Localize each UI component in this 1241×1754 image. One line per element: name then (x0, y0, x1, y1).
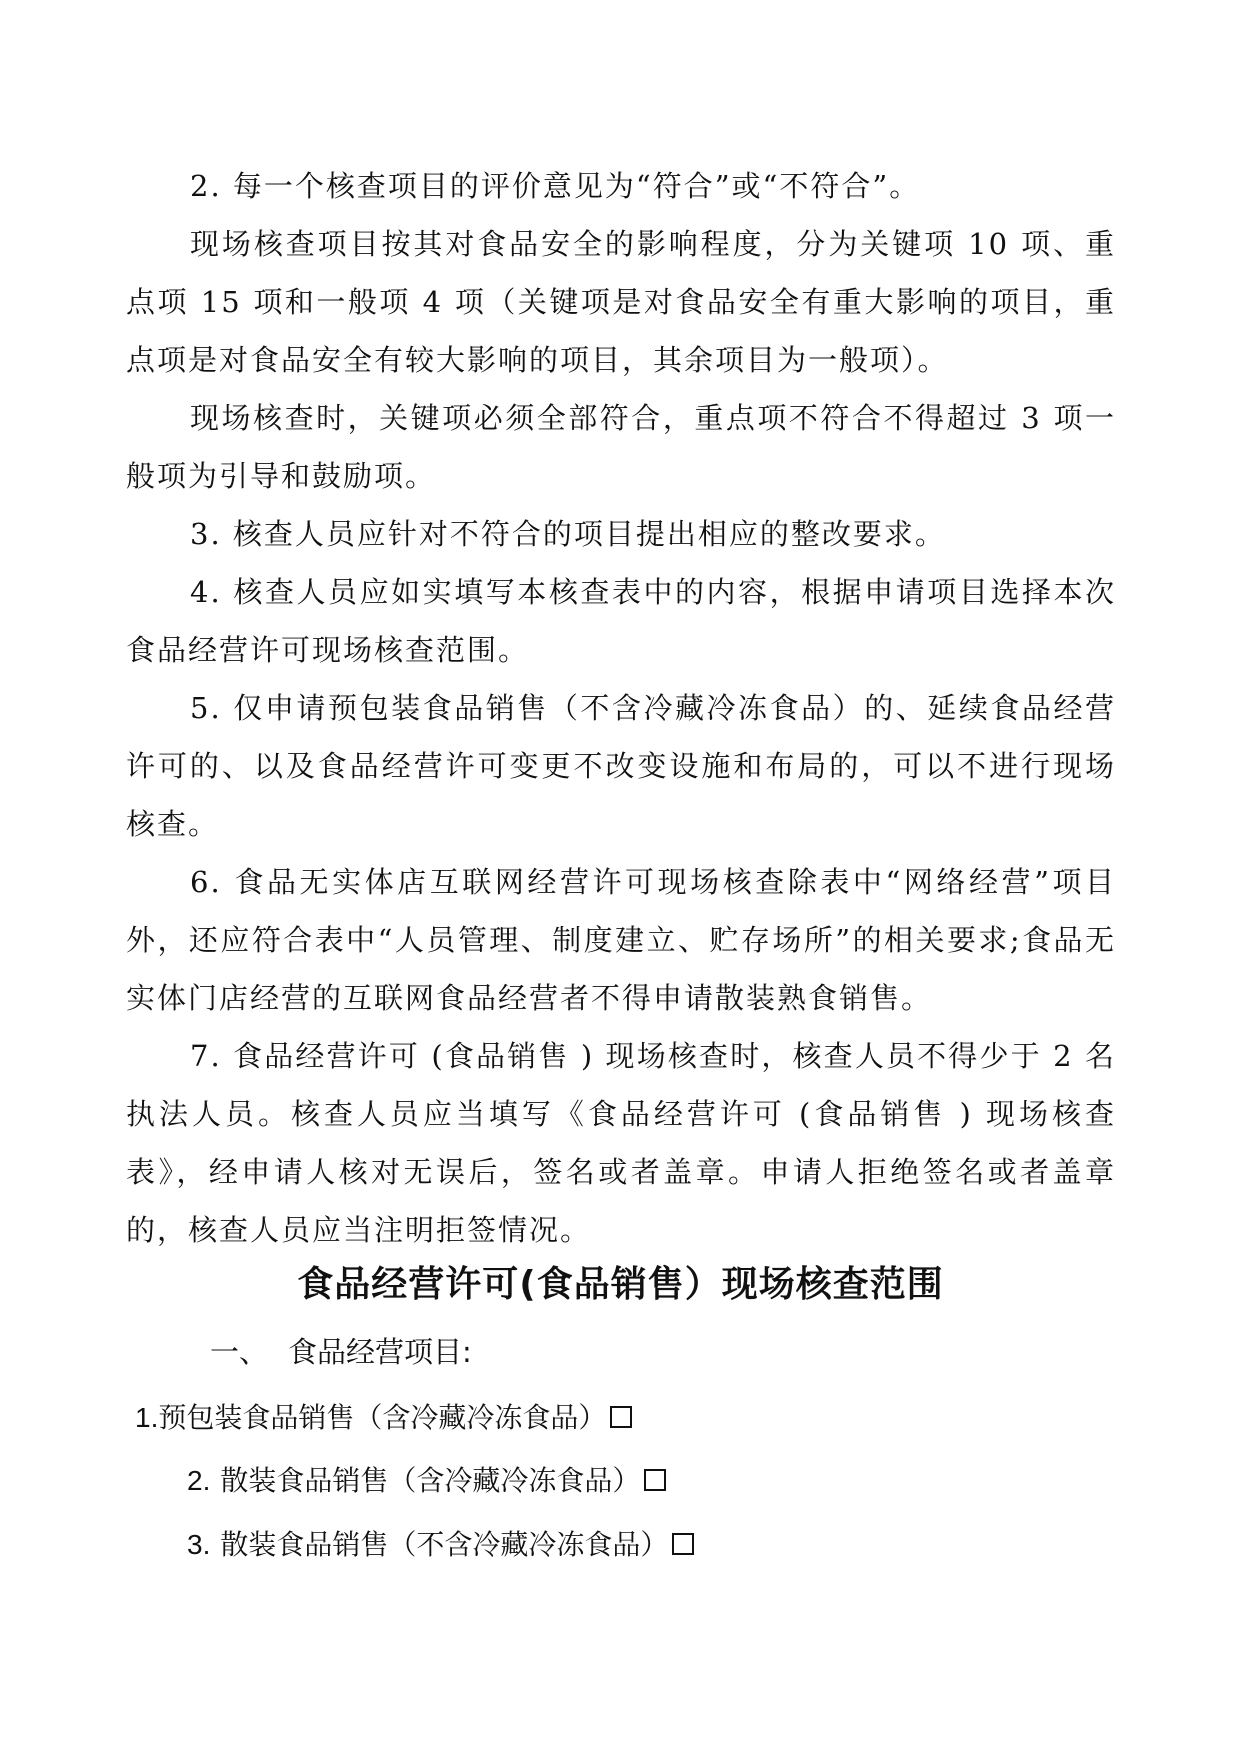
scope-item-number: 3. (187, 1529, 211, 1560)
scope-item-number: 2. (187, 1465, 211, 1496)
scope-item-prepackaged (135, 1396, 632, 1436)
note-item-levels: 现场核查项目按其对食品安全的影响程度，分为关键项 10 项、重点项 15 项和一般项 4 项（关键项是对食品安全有重大影响的项目，重点项是对食品安全有较大影响的项目，其余项目为一般项）。 (126, 227, 1116, 377)
scope-item-label: 散装食品销售（含冷藏冷冻食品） (220, 1464, 641, 1497)
note-4: 4. 核查人员应如实填写本核查表中的内容，根据申请项目选择本次食品经营许可现场核查范围。 (126, 575, 1116, 667)
scope-item-number: 1. (135, 1402, 159, 1433)
checkbox-bulk-non-refrigerated[interactable] (672, 1533, 694, 1555)
section-number: 一、 (210, 1335, 269, 1369)
scope-title: 食品经营许可(食品销售）现场核查范围 (297, 1264, 944, 1305)
scope-item-bulk-non-refrigerated (187, 1523, 694, 1563)
scope-item-bulk-refrigerated (187, 1459, 666, 1499)
section-heading (210, 1330, 472, 1371)
note-7: 7. 食品经营许可 (食品销售 ) 现场核查时，核查人员不得少于 2 名执法人员。核查人员应当填写《食品经营许可 (食品销售 ) 现场核查表》，经申请人核对无误后，签名或者盖章。申请人拒绝签名或者盖章的，核查人员应当注明拒签情况。 (126, 1039, 1116, 1247)
checkbox-prepackaged[interactable] (610, 1406, 632, 1428)
note-6: 6. 食品无实体店互联网经营许可现场核查除表中“网络经营”项目外，还应符合表中“人员管理、制度建立、贮存场所”的相关要求;食品无实体门店经营的互联网食品经营者不得申请散装熟食销售。 (126, 865, 1116, 1015)
note-5: 5. 仅申请预包装食品销售（不含冷藏冷冻食品）的、延续食品经营许可的、以及食品经营许可变更不改变设施和布局的，可以不进行现场核查。 (126, 691, 1116, 841)
note-pass-criteria: 现场核查时，关键项必须全部符合，重点项不符合不得超过 3 项一般项为引导和鼓励项。 (126, 401, 1116, 493)
note-2: 2. 每一个核查项目的评价意见为“符合”或“不符合”。 (190, 169, 921, 203)
note-3: 3. 核查人员应针对不符合的项目提出相应的整改要求。 (190, 517, 946, 551)
scope-item-label: 散装食品销售（不含冷藏冷冻食品） (220, 1528, 669, 1561)
checkbox-bulk-refrigerated[interactable] (644, 1469, 666, 1491)
scope-item-label: 预包装食品销售（含冷藏冷冻食品） (158, 1401, 607, 1434)
section-label: 食品经营项目: (288, 1335, 472, 1369)
